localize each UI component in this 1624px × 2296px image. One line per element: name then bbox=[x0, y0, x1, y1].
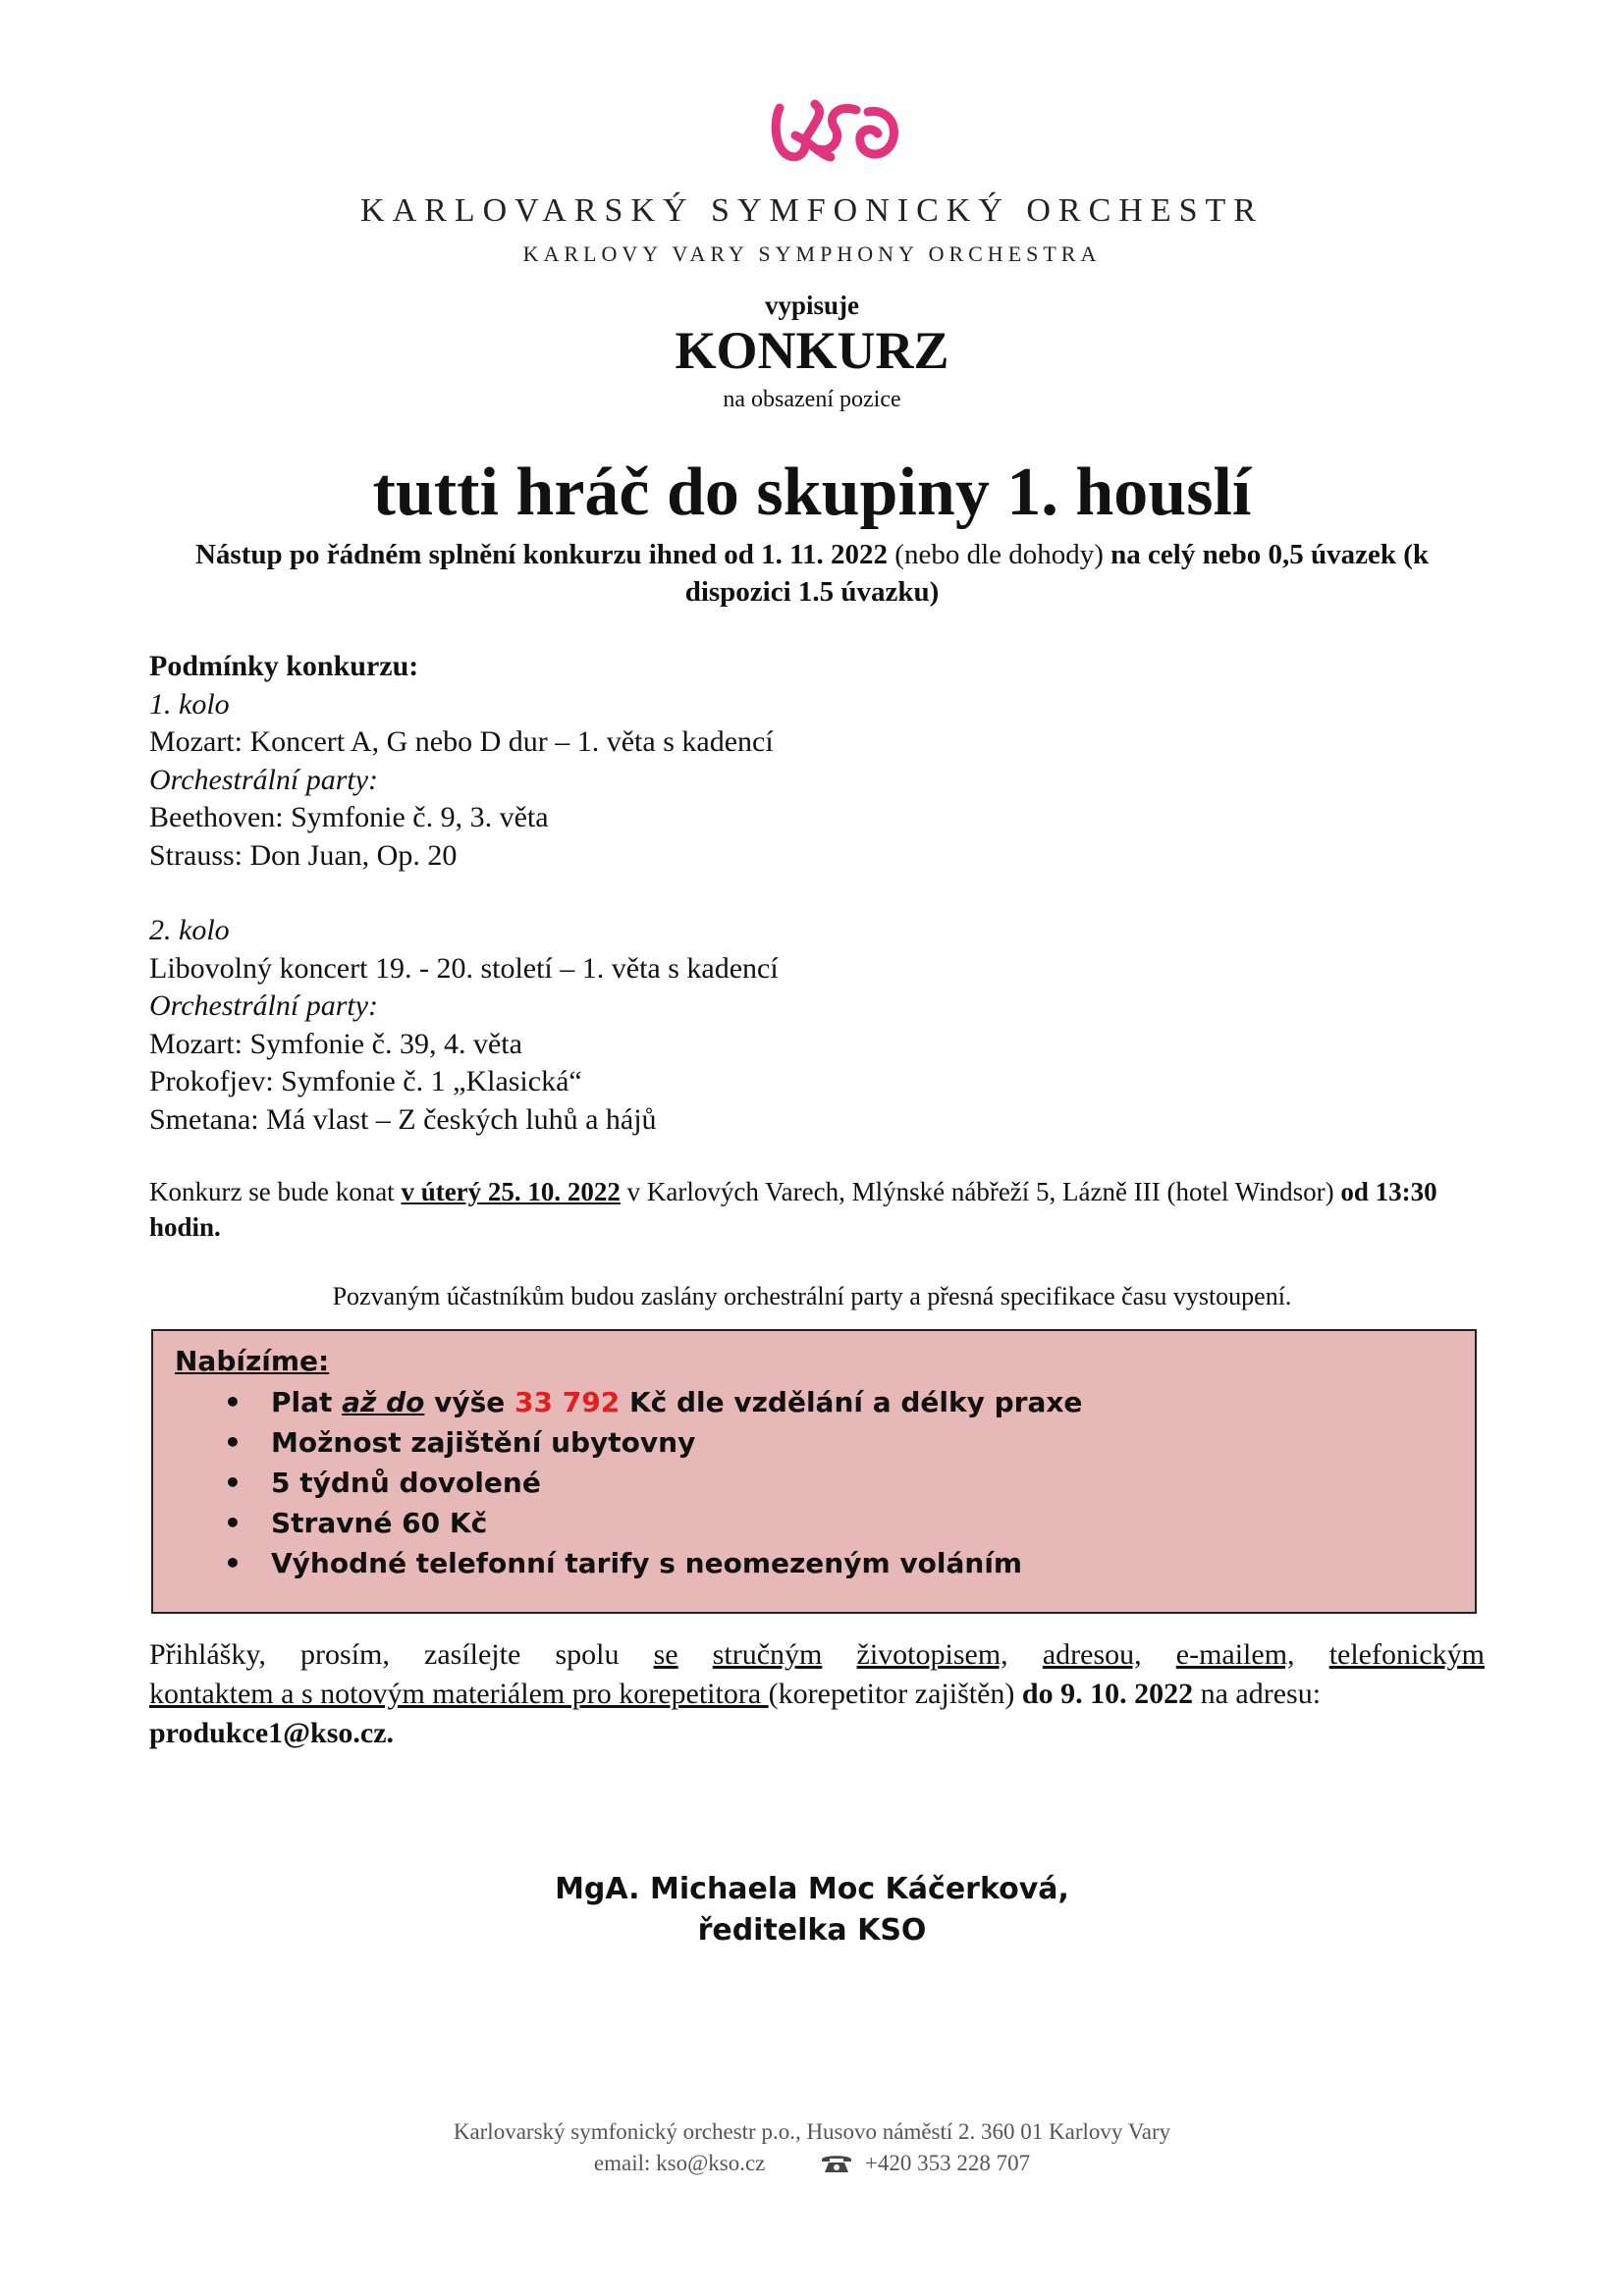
employment-size: na celý nebo 0,5 úvazek (k dispozici 1.5 úvazku) bbox=[684, 539, 1430, 608]
round2-part: Smetana: Má vlast – Z českých luhů a hájů bbox=[149, 1102, 657, 1136]
signature bbox=[0, 1869, 1624, 1951]
application-deadline: do 9. 10. 2022 bbox=[1021, 1678, 1194, 1710]
invited-note: Pozvaným účastníkům budou zaslány orchestrální party a přesná specifikace času vystoupení. bbox=[332, 1282, 1292, 1310]
audition-conditions bbox=[149, 648, 1426, 1139]
application-word: adresou, bbox=[1042, 1638, 1142, 1671]
application-word: prosím, bbox=[300, 1638, 390, 1671]
position-label: na obsazení pozice bbox=[723, 387, 901, 412]
venue-time: od 13:30 hodin. bbox=[149, 1177, 1437, 1242]
round1-solo: Mozart: Koncert A, G nebo D dur – 1. věta s kadencí bbox=[149, 725, 774, 758]
offer-box bbox=[151, 1329, 1477, 1614]
application-line bbox=[149, 1635, 1485, 1675]
application-line: kontaktem a s notovým materiálem pro korepetitora (korepetitor zajištěn) do 9. 10. 2022 na adresu: bbox=[149, 1678, 1322, 1710]
offer-item: • Stravné 60 Kč bbox=[153, 1503, 1082, 1543]
invites-label: vypisuje bbox=[764, 291, 860, 320]
application-word: telefonickým bbox=[1328, 1638, 1485, 1671]
venue-info bbox=[149, 1174, 1455, 1245]
round2-solo: Libovolný koncert 19. - 20. století – 1. věta s kadencí bbox=[149, 951, 779, 985]
org-name: KARLOVARSKÝ SYMFONICKÝ ORCHESTR bbox=[360, 192, 1264, 229]
round2-parts-label: Orchestrální party: bbox=[149, 989, 379, 1022]
offer-list bbox=[153, 1382, 1082, 1583]
application-word: zasílejte bbox=[424, 1638, 521, 1671]
conditions-heading: Podmínky konkurzu: bbox=[149, 650, 419, 682]
footer-phone[interactable]: +420 353 228 707 bbox=[864, 2151, 1031, 2175]
telephone-icon bbox=[820, 2152, 853, 2173]
round2-label: 2. kolo bbox=[149, 914, 230, 946]
org-name-en: KARLOVY VARY SYMPHONY ORCHESTRA bbox=[522, 241, 1102, 266]
application-word: Přihlášky, bbox=[149, 1638, 266, 1671]
footer-address: Karlovarský symfonický orchestr p.o., Husovo náměstí 2. 360 01 Karlovy Vary bbox=[453, 2119, 1171, 2144]
round1-parts-label: Orchestrální party: bbox=[149, 763, 379, 796]
offer-item: • 5 týdnů dovolené bbox=[153, 1463, 1082, 1503]
venue-place: v Karlových Varech, Mlýnské nábřeží 5, Lázně III (hotel Windsor) bbox=[620, 1177, 1341, 1206]
venue-prefix: Konkurz se bude konat bbox=[149, 1177, 402, 1206]
start-info bbox=[157, 536, 1467, 611]
application-word: životopisem, bbox=[856, 1638, 1008, 1671]
application-word: stručným bbox=[712, 1638, 823, 1671]
application-email-link[interactable]: produkce1@kso.cz. bbox=[149, 1717, 395, 1749]
offer-item: • Možnost zajištění ubytovny bbox=[153, 1422, 1082, 1463]
application-requirements: kontaktem a s notovým materiálem pro korepetitora bbox=[149, 1678, 769, 1710]
application-word: se bbox=[653, 1638, 678, 1671]
application-info bbox=[149, 1635, 1485, 1753]
application-word: e-mailem, bbox=[1175, 1638, 1295, 1671]
salary-emphasis: až do bbox=[342, 1386, 425, 1418]
salary-amount: 33 792 bbox=[514, 1386, 621, 1418]
footer bbox=[0, 2116, 1624, 2179]
offer-item: • Výhodné telefonní tarify s neomezeným voláním bbox=[153, 1543, 1082, 1583]
application-word: spolu bbox=[555, 1638, 620, 1671]
round2-part: Mozart: Symfonie č. 39, 4. věta bbox=[149, 1027, 522, 1060]
offer-heading: Nabízíme: bbox=[175, 1345, 330, 1377]
start-note: (nebo dle dohody) bbox=[888, 539, 1111, 570]
signature-name: MgA. Michaela Moc Káčerková, bbox=[555, 1872, 1069, 1906]
signature-role: ředitelka KSO bbox=[697, 1913, 927, 1948]
konkurz-heading: KONKURZ bbox=[675, 321, 949, 380]
offer-item-salary: • Plat až do výše 33 792 Kč dle vzdělání a délky praxe bbox=[153, 1382, 1082, 1422]
footer-email[interactable]: email: kso@kso.cz bbox=[593, 2151, 766, 2175]
venue-date: v úterý 25. 10. 2022 bbox=[401, 1177, 621, 1206]
kso-logo bbox=[766, 90, 903, 169]
round1-part: Beethoven: Symfonie č. 9, 3. věta bbox=[149, 801, 549, 833]
footer-contacts bbox=[0, 2148, 1624, 2179]
round1-part: Strauss: Don Juan, Op. 20 bbox=[149, 838, 458, 872]
start-date: Nástup po řádném splnění konkurzu ihned od 1. 11. 2022 bbox=[194, 539, 889, 570]
round2-part: Prokofjev: Symfonie č. 1 „Klasická“ bbox=[149, 1065, 582, 1097]
job-title: tutti hráč do skupiny 1. houslí bbox=[372, 454, 1252, 530]
round1-label: 1. kolo bbox=[149, 687, 230, 721]
